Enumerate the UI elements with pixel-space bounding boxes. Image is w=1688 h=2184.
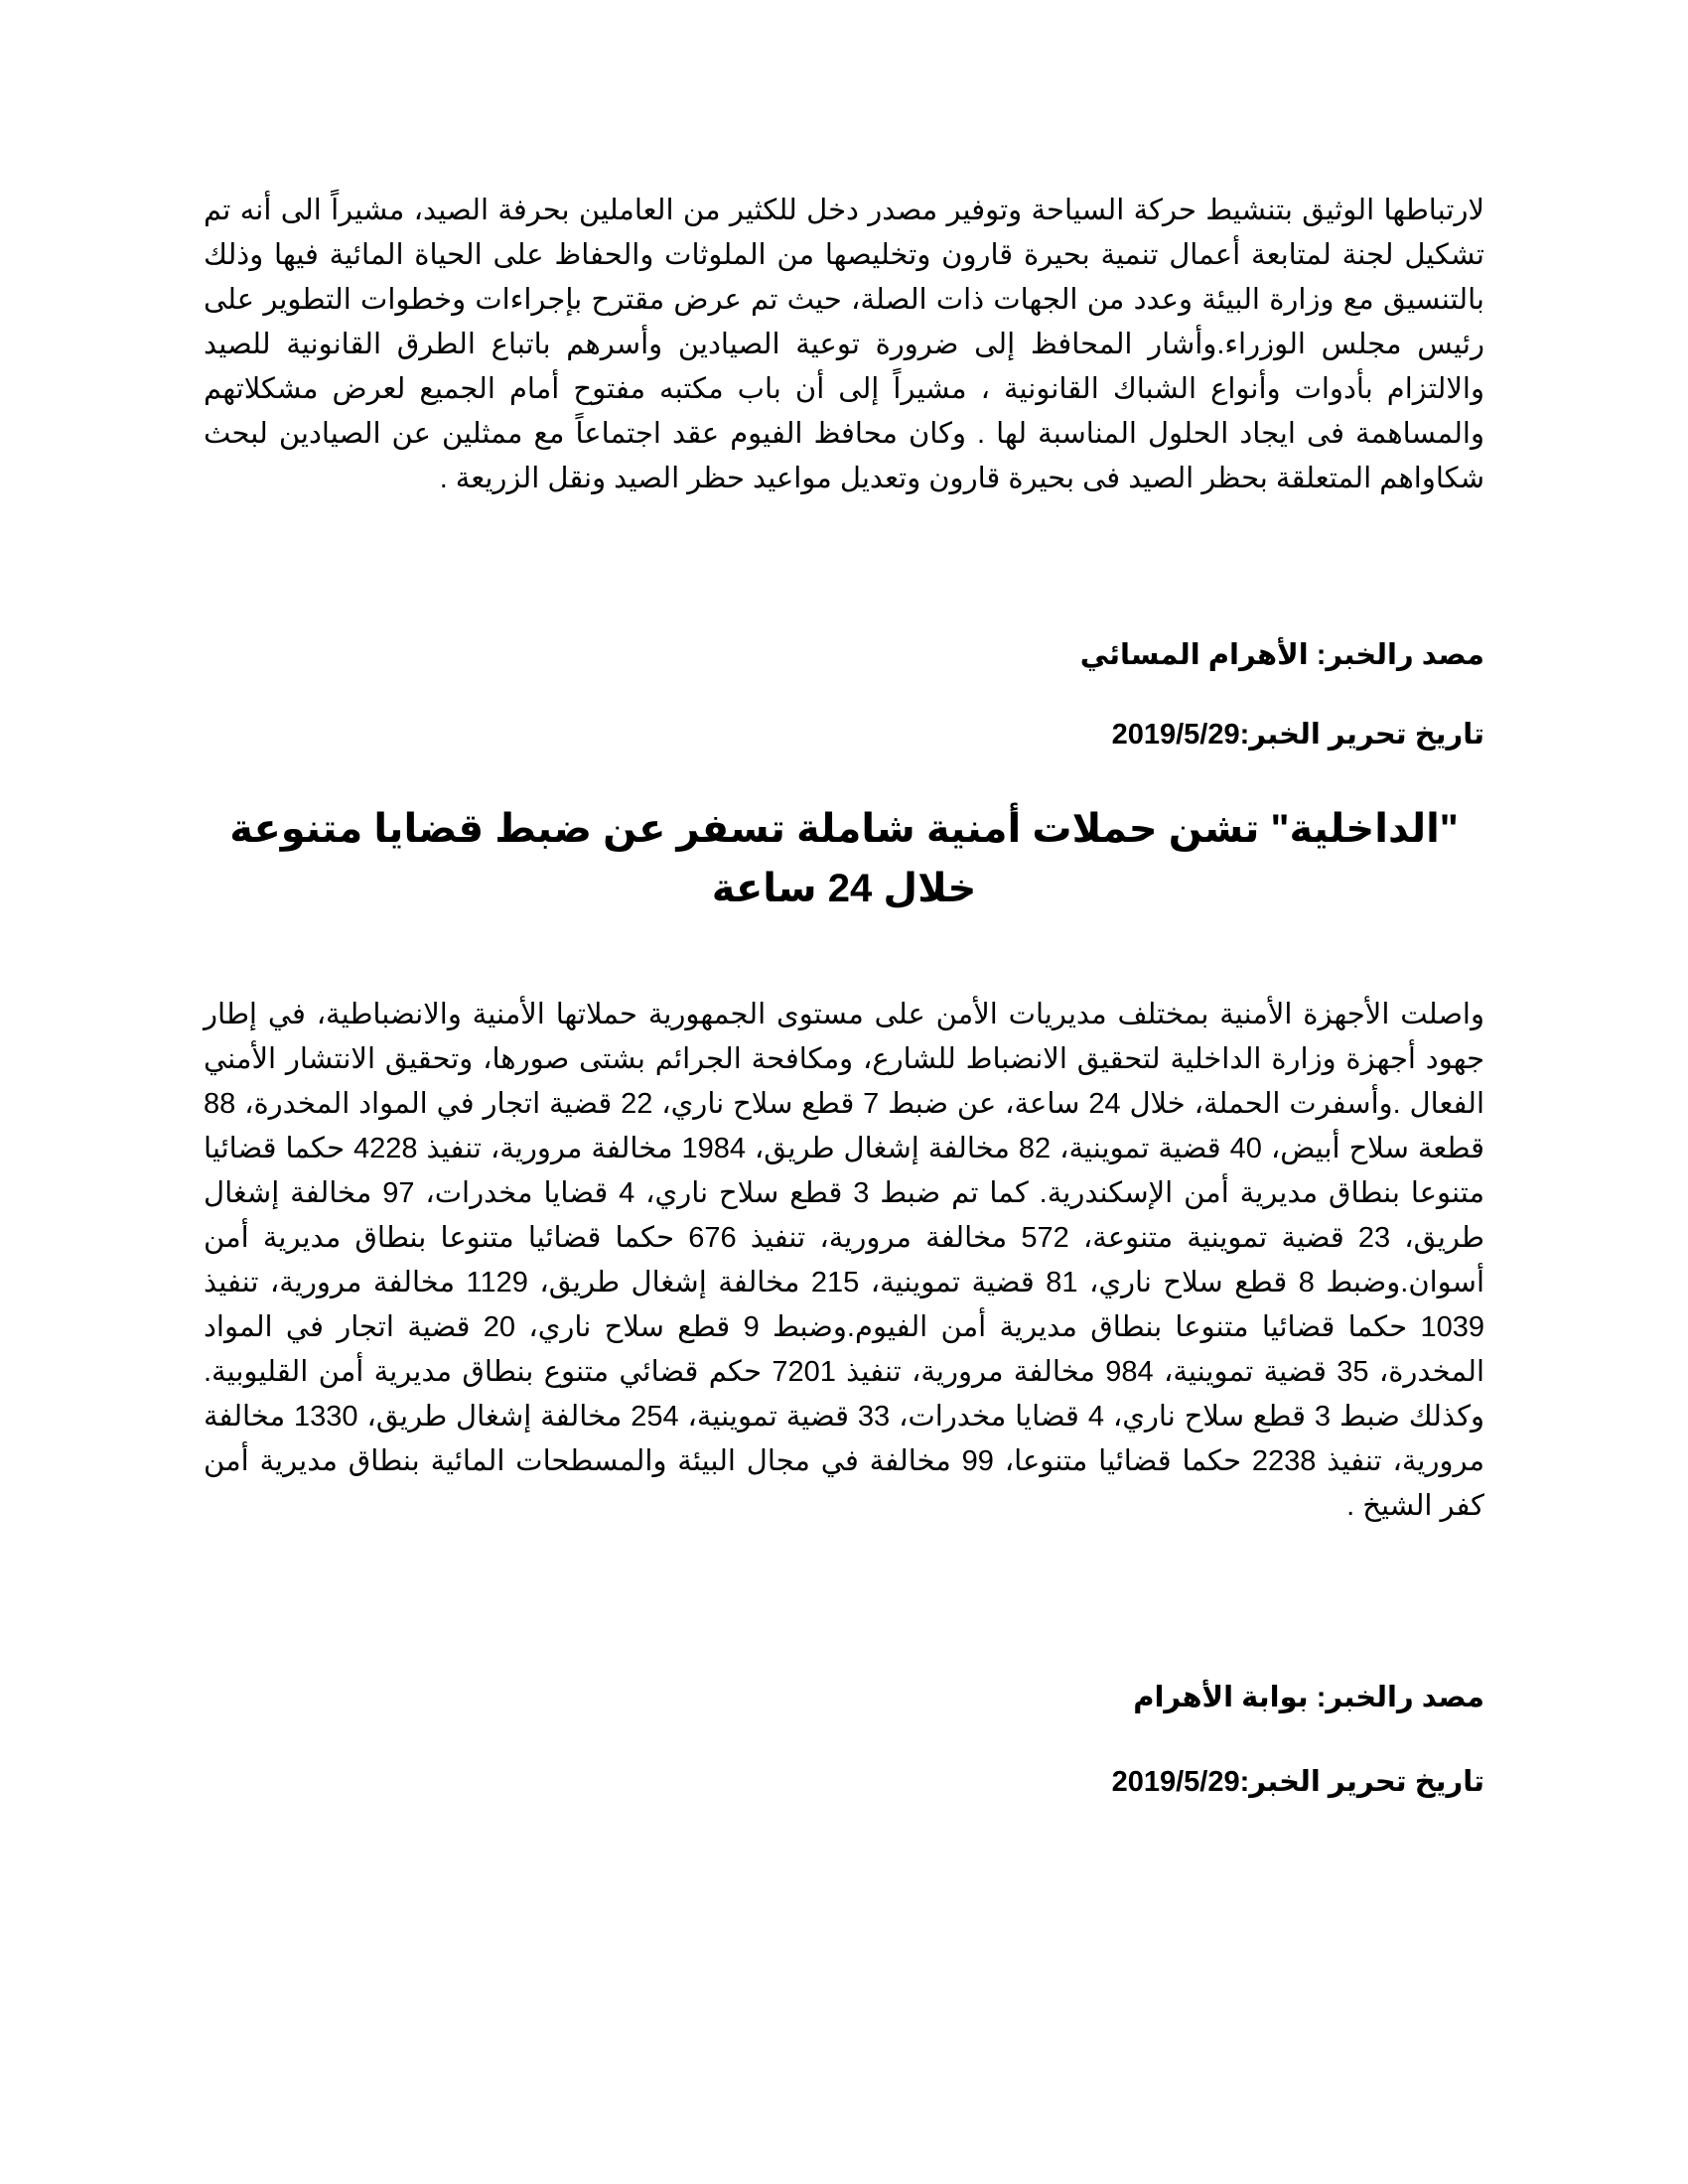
article-1-date: تاريخ تحرير الخبر:2019/5/29 xyxy=(1111,719,1484,751)
article-2-title: "الداخلية" تشن حملات أمنية شاملة تسفر عن ضبط قضايا متنوعة خلال 24 ساعة xyxy=(229,807,1459,910)
article-2-source: مصد رالخبر: بوابة الأهرام xyxy=(1133,1682,1484,1713)
article-2-date: تاريخ تحرير الخبر:2019/5/29 xyxy=(1111,1766,1484,1798)
article-2-body: واصلت الأجهزة الأمنية بمختلف مديريات الأمن على مستوى الجمهورية حملاتها الأمنية والانضباطية، في إطار جهود أجهزة وزارة الداخلية لتحقيق الانضباط للشارع، ومكافحة الجرائم بشتى صورها، وتحقيق الانتشار الأمني الفعال .وأسفرت الحملة، خلال 24 ساعة، عن ضبط 7 قطع سلاح ناري، 22 قضية اتجار في المواد المخدرة، 88 قطعة سلاح أبيض، 40 قضية تموينية، 82 مخالفة إشغال طريق، 1984 مخالفة مرورية، تنفيذ 4228 حكما قضائيا متنوعا بنطاق مديرية أمن الإسكندرية. كما تم ضبط 3 قطع سلاح ناري، 4 قضايا مخدرات، 97 مخالفة إشغال طريق، 23 قضية تموينية متنوعة، 572 مخالفة مرورية، تنفيذ 676 حكما قضائيا متنوعا بنطاق مديرية أمن أسوان.وضبط 8 قطع سلاح ناري، 81 قضية تموينية، 215 مخالفة إشغال طريق، 1129 مخالفة مرورية، تنفيذ 1039 حكما قضائيا متنوعا بنطاق مديرية أمن الفيوم.وضبط 9 قطع سلاح ناري، 20 قضية اتجار في المواد المخدرة، 35 قضية تموينية، 984 مخالفة مرورية، تنفيذ 7201 حكم قضائي متنوع بنطاق مديرية أمن القليوبية. وكذلك ضبط 3 قطع سلاح ناري، 4 قضايا مخدرات، 33 قضية تموينية، 254 مخالفة إشغال طريق، 1330 مخالفة مرورية، تنفيذ 2238 حكما قضائيا متنوعا، 99 مخالفة في مجال البيئة والمسطحات المائية بنطاق مديرية أمن كفر الشيخ . xyxy=(204,999,1485,1522)
article-1-body: لارتباطها الوثيق بتنشيط حركة السياحة وتوفير مصدر دخل للكثير من العاملين بحرفة الصيد، مشيراً الى أنه تم تشكيل لجنة لمتابعة أعمال تنمية بحيرة قارون وتخليصها من الملوثات والحفاظ على الحياة المائية فيها وذلك بالتنسيق مع وزارة البيئة وعدد من الجهات ذات الصلة، حيث تم عرض مقترح بإجراءات وخطوات التطوير على رئيس مجلس الوزراء.وأشار المحافظ إلى ضرورة توعية الصيادين وأسرهم باتباع الطرق القانونية للصيد والالتزام بأدوات وأنواع الشباك القانونية ، مشيراً إلى أن باب مكتبه مفتوح أمام الجميع لعرض مشكلاتهم والمساهمة فى ايجاد الحلول المناسبة لها . وكان محافظ الفيوم عقد اجتماعاً مع ممثلين عن الصيادين لبحث شكاواهم المتعلقة بحظر الصيد فى بحيرة قارون وتعديل مواعيد حظر الصيد ونقل الزريعة . xyxy=(204,195,1484,494)
article-1-source: مصد رالخبر: الأهرام المسائي xyxy=(1079,639,1484,671)
